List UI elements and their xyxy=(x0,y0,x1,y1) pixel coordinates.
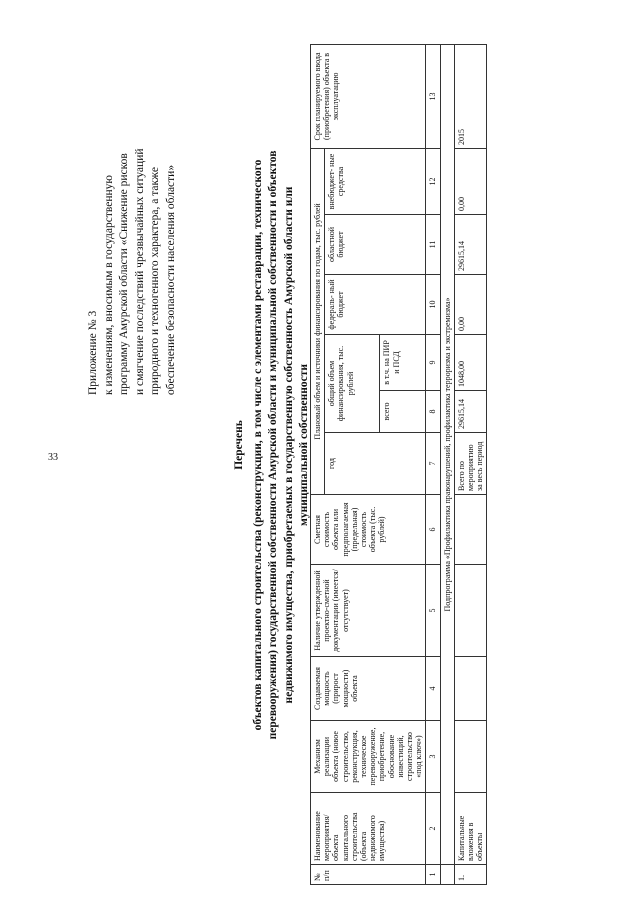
col-number: 4 xyxy=(426,657,440,721)
col-number: 10 xyxy=(426,275,440,335)
header-name: Наименование мероприятия/ объекта капитального строительства (объекта недвижимого имущества) xyxy=(311,793,426,865)
col-number: 13 xyxy=(426,44,440,148)
header-term: Срок планируемого ввода (приобретения) объекта в эксплуатацию xyxy=(311,44,426,148)
col-number: 9 xyxy=(426,335,440,391)
col-number: 3 xyxy=(426,721,440,793)
header-regional: областной бюджет xyxy=(325,215,426,275)
row-docs xyxy=(454,565,487,657)
row-total: 29615,14 xyxy=(454,391,487,433)
appendix-line: программу Амурской области «Снижение рисков xyxy=(118,153,130,395)
appendix-line: Приложение № 3 xyxy=(87,310,99,395)
row-capacity xyxy=(454,657,487,721)
empty-cell xyxy=(440,865,454,885)
appendix-note xyxy=(86,125,179,395)
header-pir: в т.ч. на ПИР и ПСД xyxy=(380,335,426,391)
header-mechanism: Механизм реализации объекта (новое строительство, реконструкция, техническое перевооружение, приобретение, обоснование инвестиций, строительство «под ключ») xyxy=(311,721,426,793)
header-plan: Плановый объем и источники финансирования по годам, тыс. рублей xyxy=(311,148,325,494)
col-number: 5 xyxy=(426,565,440,657)
header-capacity: Создаваемая мощность (прирост мощности) объекта xyxy=(311,657,426,721)
heading-title: Перечень xyxy=(233,420,245,470)
row-extra: 0,00 xyxy=(454,148,487,214)
header-total-fin: общий объем финансирования, тыс. рублей xyxy=(325,335,380,433)
appendix-line: к изменениям, вносимым в государственную xyxy=(102,175,115,395)
page-number: 33 xyxy=(48,452,58,463)
row-num: 1. xyxy=(454,865,487,885)
appendix-line: природного и техногенного характера, а также xyxy=(149,167,161,395)
row-year: Всего по мероприятию за весь период xyxy=(454,433,487,495)
header-num: № п/п xyxy=(311,865,426,885)
header-extra: внебюджет- ные средства xyxy=(325,148,426,214)
header-total: всего xyxy=(380,391,426,433)
row-mechanism xyxy=(454,721,487,793)
header-docs: Наличие утвержденной проектно-сметной документации (имеется/ отсутствует) xyxy=(311,565,426,657)
heading-line: перевооружения) государственной собственности Амурской области и муниципальной собственности и объектов xyxy=(267,150,279,740)
row-cost xyxy=(454,495,487,565)
row-regional: 29615,14 xyxy=(454,215,487,275)
col-number: 7 xyxy=(426,433,440,495)
row-term: 2015 xyxy=(454,44,487,148)
heading-line: муниципальной собственности xyxy=(298,363,310,527)
subprogram-title: Подпрограмма «Профилактика правонарушений, профилактика терроризма и экстремизма» xyxy=(440,44,454,864)
objects-table xyxy=(310,44,487,885)
header-cost: Сметная стоимость объекта или предполагаемая (предельная) стоимость объекта (тыс. рублей) xyxy=(311,495,426,565)
col-number: 11 xyxy=(426,215,440,275)
col-number: 12 xyxy=(426,148,440,214)
document-heading xyxy=(232,95,313,795)
appendix-line: и смягчение последствий чрезвычайных ситуаций xyxy=(133,148,146,395)
row-name: Капитальные вложения в объекты xyxy=(454,793,487,865)
row-pir: 1048,00 xyxy=(454,335,487,391)
header-federal: федераль- ный бюджет xyxy=(325,275,426,335)
col-number: 8 xyxy=(426,391,440,433)
col-number: 6 xyxy=(426,495,440,565)
header-year: год xyxy=(325,433,426,495)
row-federal: 0,00 xyxy=(454,275,487,335)
col-number: 1 xyxy=(426,865,440,885)
col-number: 2 xyxy=(426,793,440,865)
appendix-line: обеспечение безопасности населения области» xyxy=(164,164,177,395)
heading-line: объектов капитального строительства (реконструкции, в том числе с элементами реставрации, технического xyxy=(251,159,264,731)
heading-line: недвижимого имущества, приобретаемых в государственную собственность Амурской области или xyxy=(282,186,295,704)
